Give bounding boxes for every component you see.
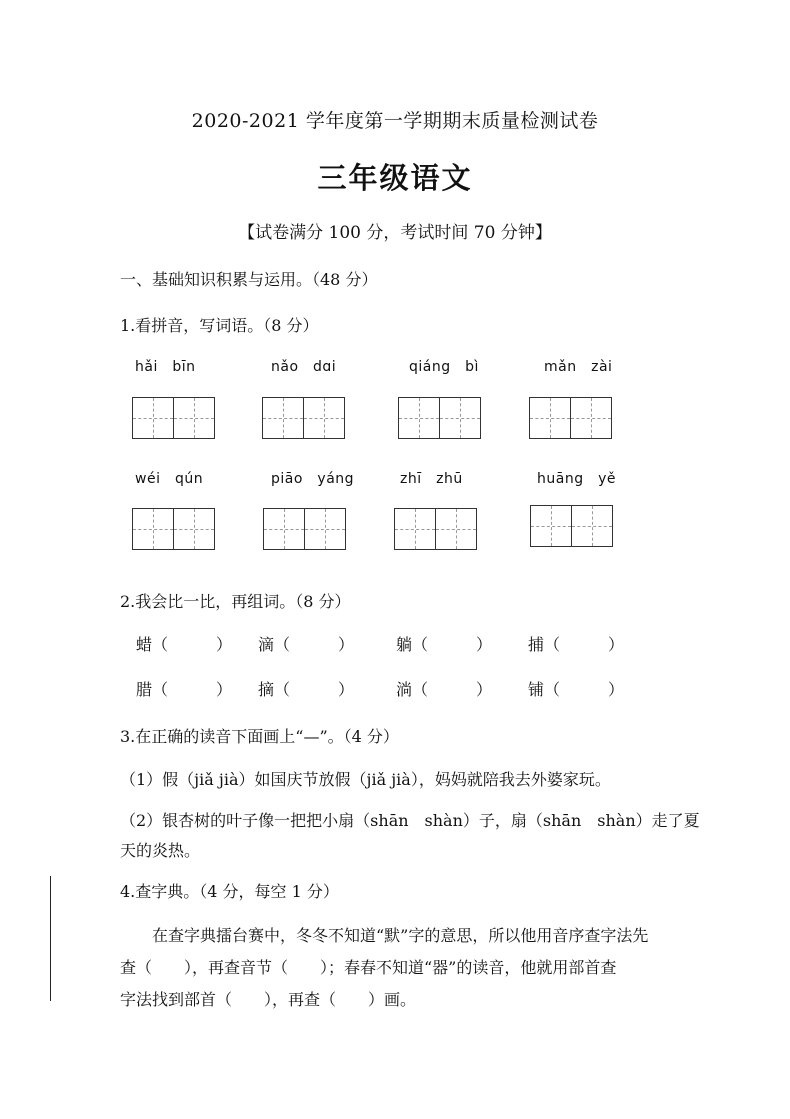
compare-item: 淌（ ） xyxy=(396,680,493,699)
writing-grid[interactable] xyxy=(398,397,480,439)
exam-info: 【试卷满分 100 分，考试时间 70 分钟】 xyxy=(238,223,552,243)
compare-item: 腊（ ） xyxy=(136,680,233,699)
pinyin-label: huāng yě xyxy=(537,471,616,487)
exam-title: 2020-2021 学年度第一学期期末质量检测试卷 xyxy=(191,110,599,132)
pinyin-label: mǎn zài xyxy=(544,359,613,375)
q4-paragraph-line-2: 查（ ），再查音节（ ）；春春不知道“器”的读音，他就用部首查 xyxy=(120,958,617,977)
q4-paragraph-line-3: 字法找到部首（ ），再查（ ）画。 xyxy=(120,990,417,1009)
q4-heading: 4.查字典。（4 分，每空 1 分） xyxy=(120,882,339,901)
q1-heading: 1.看拼音，写词语。（8 分） xyxy=(120,316,319,335)
pinyin-label: nǎo dɑi xyxy=(271,359,337,375)
pinyin-label: qiáng bì xyxy=(409,359,479,375)
pinyin-label: zhī zhū xyxy=(400,471,463,487)
pinyin-label: hǎi bīn xyxy=(135,359,196,375)
subject-title: 三年级语文 xyxy=(317,161,473,195)
writing-grid[interactable] xyxy=(394,508,476,550)
compare-item: 摘（ ） xyxy=(258,680,355,699)
compare-item: 捕（ ） xyxy=(528,635,625,654)
compare-item: 滴（ ） xyxy=(258,635,355,654)
q3-item-1: （1）假（jiǎ jià）如国庆节放假（jiǎ jià），妈妈就陪我去外婆家玩。 xyxy=(120,770,611,789)
margin-line xyxy=(50,876,51,1001)
writing-grid[interactable] xyxy=(530,505,612,547)
compare-item: 躺（ ） xyxy=(396,635,493,654)
compare-item: 蜡（ ） xyxy=(136,635,233,654)
q2-heading: 2.我会比一比，再组词。（8 分） xyxy=(120,592,351,611)
pinyin-label: piāo yáng xyxy=(271,471,355,487)
pinyin-label: wéi qún xyxy=(135,471,204,487)
q3-heading: 3.在正确的读音下面画上“—”。（4 分） xyxy=(120,727,399,746)
writing-grid[interactable] xyxy=(132,508,214,550)
writing-grid[interactable] xyxy=(529,397,611,439)
writing-grid[interactable] xyxy=(262,397,344,439)
writing-grid[interactable] xyxy=(263,508,345,550)
q3-item-2-cont: 天的炎热。 xyxy=(120,841,201,860)
section-heading: 一、基础知识积累与运用。（48 分） xyxy=(120,270,378,289)
q4-paragraph-line-1: 在查字典擂台赛中，冬冬不知道“默”字的意思，所以他用音序查字法先 xyxy=(152,926,649,945)
writing-grid[interactable] xyxy=(132,397,214,439)
q3-item-2: （2）银杏树的叶子像一把把小扇（shān shàn）子，扇（shān shàn）走了夏 xyxy=(120,811,700,830)
compare-item: 铺（ ） xyxy=(528,680,625,699)
